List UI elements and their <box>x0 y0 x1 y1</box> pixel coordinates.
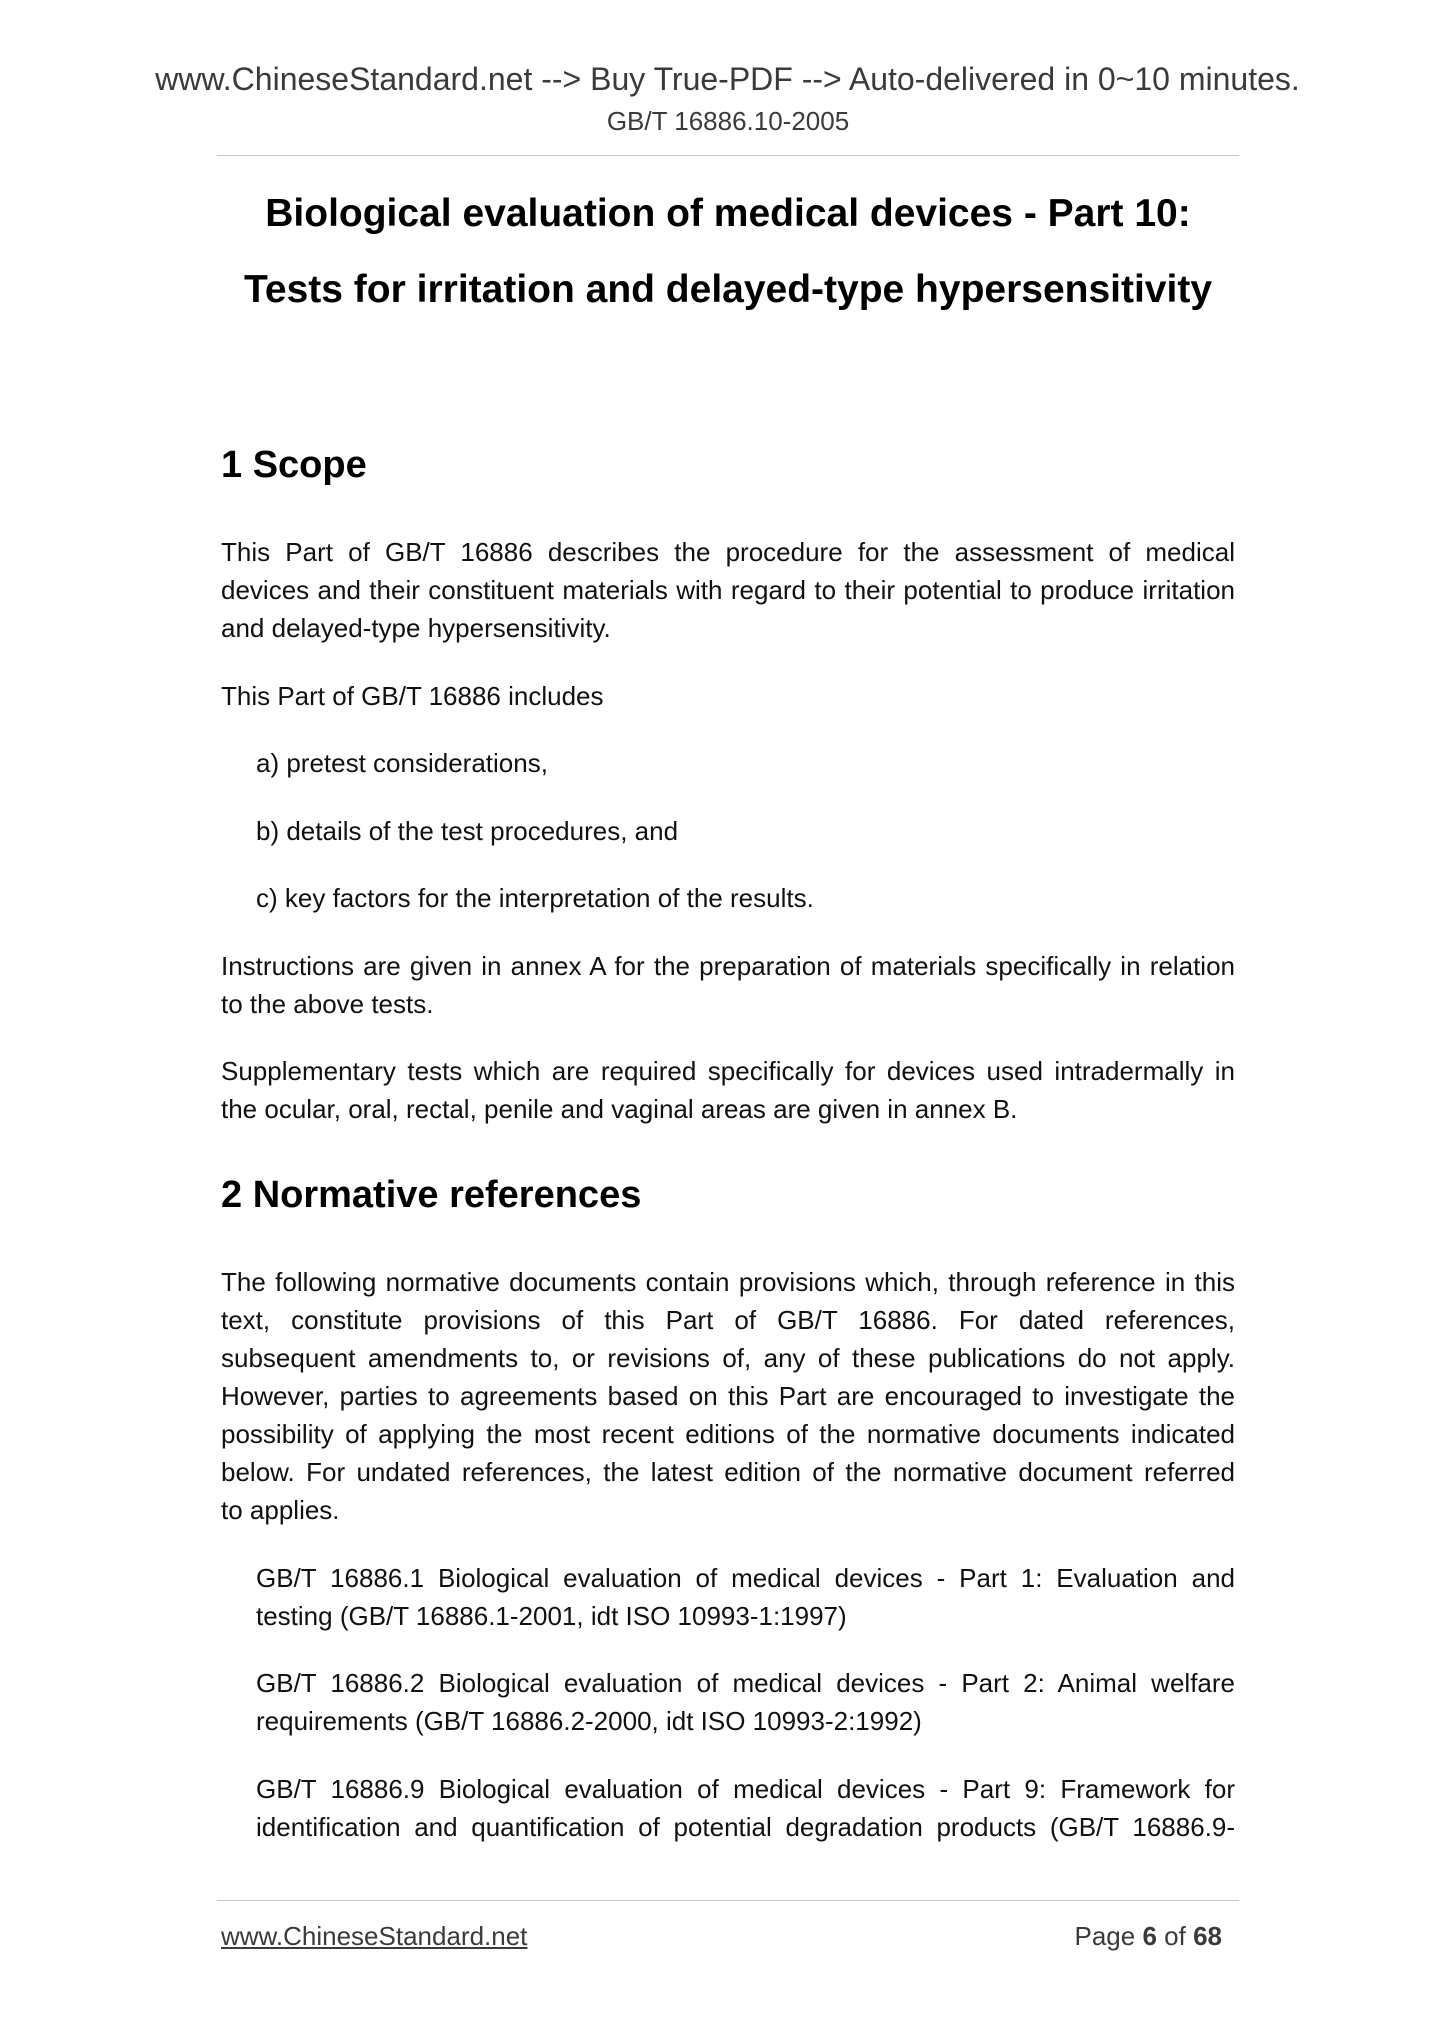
paragraph-line: possibility of applying the most recent editions of the normative documents indicated <box>221 1419 1235 1449</box>
reference-line: GB/T 16886.1 Biological evaluation of medical devices - Part 1: Evaluation and <box>256 1562 1235 1593</box>
page-total: 68 <box>1193 1921 1222 1951</box>
list-item: a) pretest considerations, <box>256 748 548 778</box>
paragraph-line: to applies. <box>221 1495 340 1525</box>
scope-paragraph-4 <box>221 1052 1235 1128</box>
scope-paragraph-2 <box>221 677 1235 715</box>
reference-line: requirements (GB/T 16886.2-2000, idt ISO 10993-2:1992) <box>256 1706 922 1736</box>
paragraph-line: However, parties to agreements based on this Part are encouraged to investigate the <box>221 1381 1235 1411</box>
page-current: 6 <box>1142 1921 1157 1951</box>
scope-list-item-c <box>256 879 1235 917</box>
footer-divider <box>217 1900 1239 1901</box>
paragraph-line: Supplementary tests which are required specifically for devices used intradermally in <box>221 1056 1235 1086</box>
paragraph-line: This Part of GB/T 16886 describes the procedure for the assessment of medical <box>221 537 1235 567</box>
normative-paragraph-1 <box>221 1263 1235 1529</box>
footer-site <box>221 1918 527 1954</box>
paragraph-line: and delayed-type hypersensitivity. <box>221 613 611 643</box>
paragraph-line: the ocular, oral, rectal, penile and vaginal areas are given in annex B. <box>221 1094 1018 1124</box>
paragraph-line: to the above tests. <box>221 988 434 1019</box>
scope-list-item-b <box>256 812 1235 850</box>
section-heading-normative-references: 2 Normative references <box>221 1174 642 1216</box>
document-title <box>217 189 1239 315</box>
page-label: Page <box>1074 1921 1136 1951</box>
reference-line: GB/T 16886.9 Biological evaluation of medical devices - Part 9: Framework for <box>256 1773 1235 1804</box>
paragraph-line: text, constitute provisions of this Part of GB/T 16886. For dated references, <box>221 1305 1235 1335</box>
header-site-line: www.ChineseStandard.net --> Buy True-PDF --> Auto-delivered in 0~10 minutes. <box>155 61 1300 97</box>
section-heading-scope: 1 Scope <box>221 444 367 486</box>
reference-line: testing (GB/T 16886.1-2001, idt ISO 10993-1:1997) <box>256 1600 847 1631</box>
scope-list-item-a <box>256 744 1235 782</box>
scope-paragraph-3 <box>221 947 1235 1023</box>
paragraph-line: Instructions are given in annex A for the preparation of materials specifically in relation <box>221 950 1235 981</box>
paragraph-line: subsequent amendments to, or revisions of, any of these publications do not apply. <box>221 1343 1235 1373</box>
reference-gb-t-16886-2 <box>256 1664 1235 1740</box>
header-standard-code: GB/T 16886.10-2005 <box>606 106 850 136</box>
scope-paragraph-1 <box>221 533 1235 647</box>
list-item: b) details of the test procedures, and <box>256 815 679 846</box>
footer-page-number <box>1074 1918 1222 1954</box>
paragraph-line: devices and their constituent materials with regard to their potential to produce irritation <box>221 575 1235 605</box>
page-of-label: of <box>1164 1921 1186 1951</box>
reference-gb-t-16886-9 <box>256 1770 1235 1846</box>
title-line-2: Tests for irritation and delayed-type hypersensitivity <box>243 268 1213 311</box>
title-line-1: Biological evaluation of medical devices - Part 10: <box>265 192 1191 235</box>
reference-gb-t-16886-1 <box>256 1559 1235 1635</box>
reference-line: identification and quantification of potential degradation products (GB/T 16886.9- <box>256 1811 1235 1842</box>
header-divider <box>217 155 1239 156</box>
paragraph-line: This Part of GB/T 16886 includes <box>221 680 604 711</box>
document-body <box>221 441 1235 1875</box>
paragraph-line: below. For undated references, the latest edition of the normative document referred <box>221 1457 1235 1487</box>
paragraph-line: The following normative documents contain provisions which, through reference in this <box>221 1267 1235 1297</box>
reference-line: GB/T 16886.2 Biological evaluation of medical devices - Part 2: Animal welfare <box>256 1668 1235 1698</box>
list-item: c) key factors for the interpretation of the results. <box>256 883 814 913</box>
footer-site-link[interactable]: www.ChineseStandard.net <box>221 1921 528 1951</box>
